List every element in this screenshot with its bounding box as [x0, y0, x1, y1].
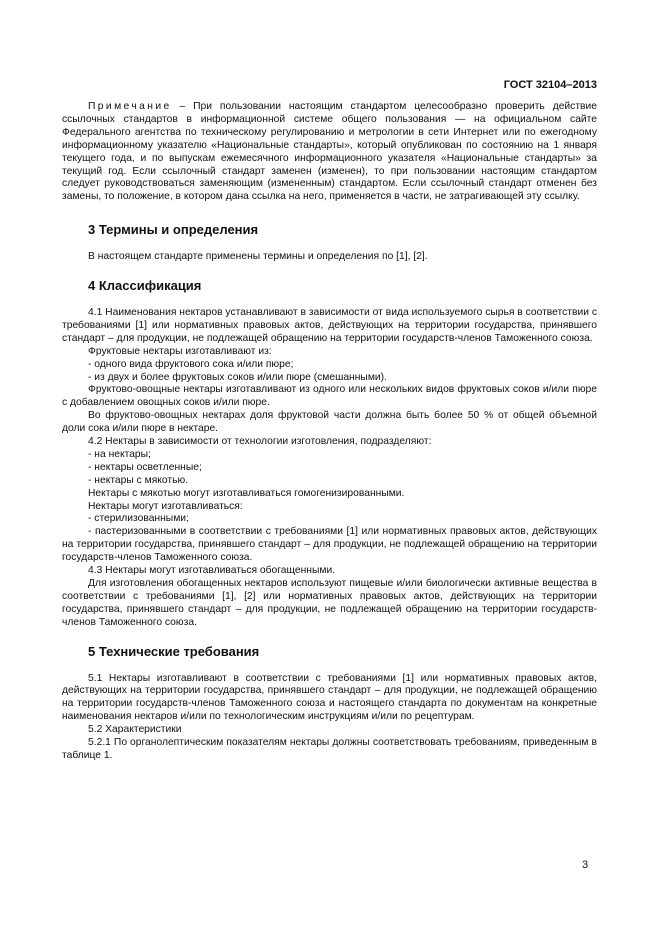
- section-4-title: 4 Классификация: [88, 278, 202, 294]
- paragraph: Фруктовые нектары изготавливают из:: [88, 345, 272, 357]
- list-item: - из двух и более фруктовых соков и/или пюре (смешанными).: [88, 371, 387, 383]
- paragraph: Во фруктово-овощных нектарах доля фруктовой части должна быть более 50 % от общей объемной доли сока и/или пюре в нектаре.: [62, 410, 597, 435]
- paragraph-5-2: 5.2 Характеристики: [88, 724, 182, 736]
- paragraph: Фруктово-овощные нектары изготавливают из одного или нескольких видов фруктовых соков и/или пюре с добавлением овощных соков и/или пюре.: [62, 384, 597, 409]
- paragraph: Нектары могут изготавливаться:: [88, 500, 243, 512]
- section-5-title: 5 Технические требования: [88, 643, 260, 659]
- paragraph-4-1: 4.1 Наименования нектаров устанавливают в зависимости от вида используемого сырья в соответствии с требованиями [1] или нормативных правовых актов, действующих на территории государства, принявшего стандарт – для продукции, не подлежащей обращению на территории государств-членов Таможенного союза.: [62, 306, 597, 344]
- document-code: ГОСТ 32104–2013: [503, 79, 597, 91]
- list-item: - пастеризованными в соответствии с требованиями [1] или нормативных правовых актов, действующих на территории государства, принявшего стандарт – для продукции, не подлежащей обращению на территории государств-членов Таможенного союза.: [62, 526, 597, 564]
- section-3-text: В настоящем стандарте применены термины и определения по [1], [2].: [88, 251, 428, 263]
- list-item: - нектары с мякотью.: [88, 474, 189, 486]
- list-item: - одного вида фруктового сока и/или пюре;: [88, 358, 294, 370]
- list-item: - на нектары;: [88, 448, 151, 460]
- paragraph-4-2: 4.2 Нектары в зависимости от технологии изготовления, подразделяют:: [88, 436, 432, 448]
- page-number: 3: [582, 859, 589, 871]
- paragraph-4-3: 4.3 Нектары могут изготавливаться обогащенными.: [88, 565, 336, 577]
- list-item: - стерилизованными;: [88, 513, 189, 525]
- paragraph-5-1: 5.1 Нектары изготавливают в соответствии с требованиями [1] или нормативных правовых актов, действующих на территории государства, принявшего стандарт – для продукции, не подлежащей обращению на территории государств-членов Таможенного союза и настоящего стандарта по документам на конкретные наименования нектаров и/или по технологическим инструкциям и/или по рецептурам.: [62, 672, 597, 723]
- page-content: [62, 101, 597, 763]
- paragraph: Для изготовления обогащенных нектаров используют пищевые и/или биологически активные вещества в соответствии с требованиями [1], [2] или нормативных правовых актов, действующих на территории государства, принявшего стандарт – для продукции, не подлежащей обращению на территории государств-членов Таможенного союза.: [62, 578, 597, 628]
- note-text: – При пользовании настоящим стандартом целесообразно проверить действие ссылочных стандартов в информационной системе общего пользования — на официальном сайте Федерального агентства по техническому регулированию и метрологии в сети Интернет или по ежегодному информационному указателю «Национальные стандарты», который опубликован по состоянию на 1 января текущего года, и по выпускам ежемесячного информационного указателя «Национальные стандарты» за текущий год. Если ссылочный стандарт заменен (изменен), то при пользовании настоящим стандартом следует руководствоваться заменяющим (измененным) стандартом. Если ссылочный стандарт отменен без замены, то положение, в котором дана ссылка на него, применяется в части, не затрагивающей эту ссылку.: [62, 101, 597, 203]
- note-label: Примечание: [88, 101, 172, 112]
- paragraph: Нектары с мякотью могут изготавливаться гомогенизированными.: [88, 487, 405, 499]
- note-paragraph: [62, 101, 597, 204]
- paragraph-5-2-1: 5.2.1 По органолептическим показателям нектары должны соответствовать требованиям, приведенным в таблице 1.: [62, 737, 597, 761]
- list-item: - нектары осветленные;: [88, 461, 202, 473]
- section-3-title: 3 Термины и определения: [88, 222, 259, 238]
